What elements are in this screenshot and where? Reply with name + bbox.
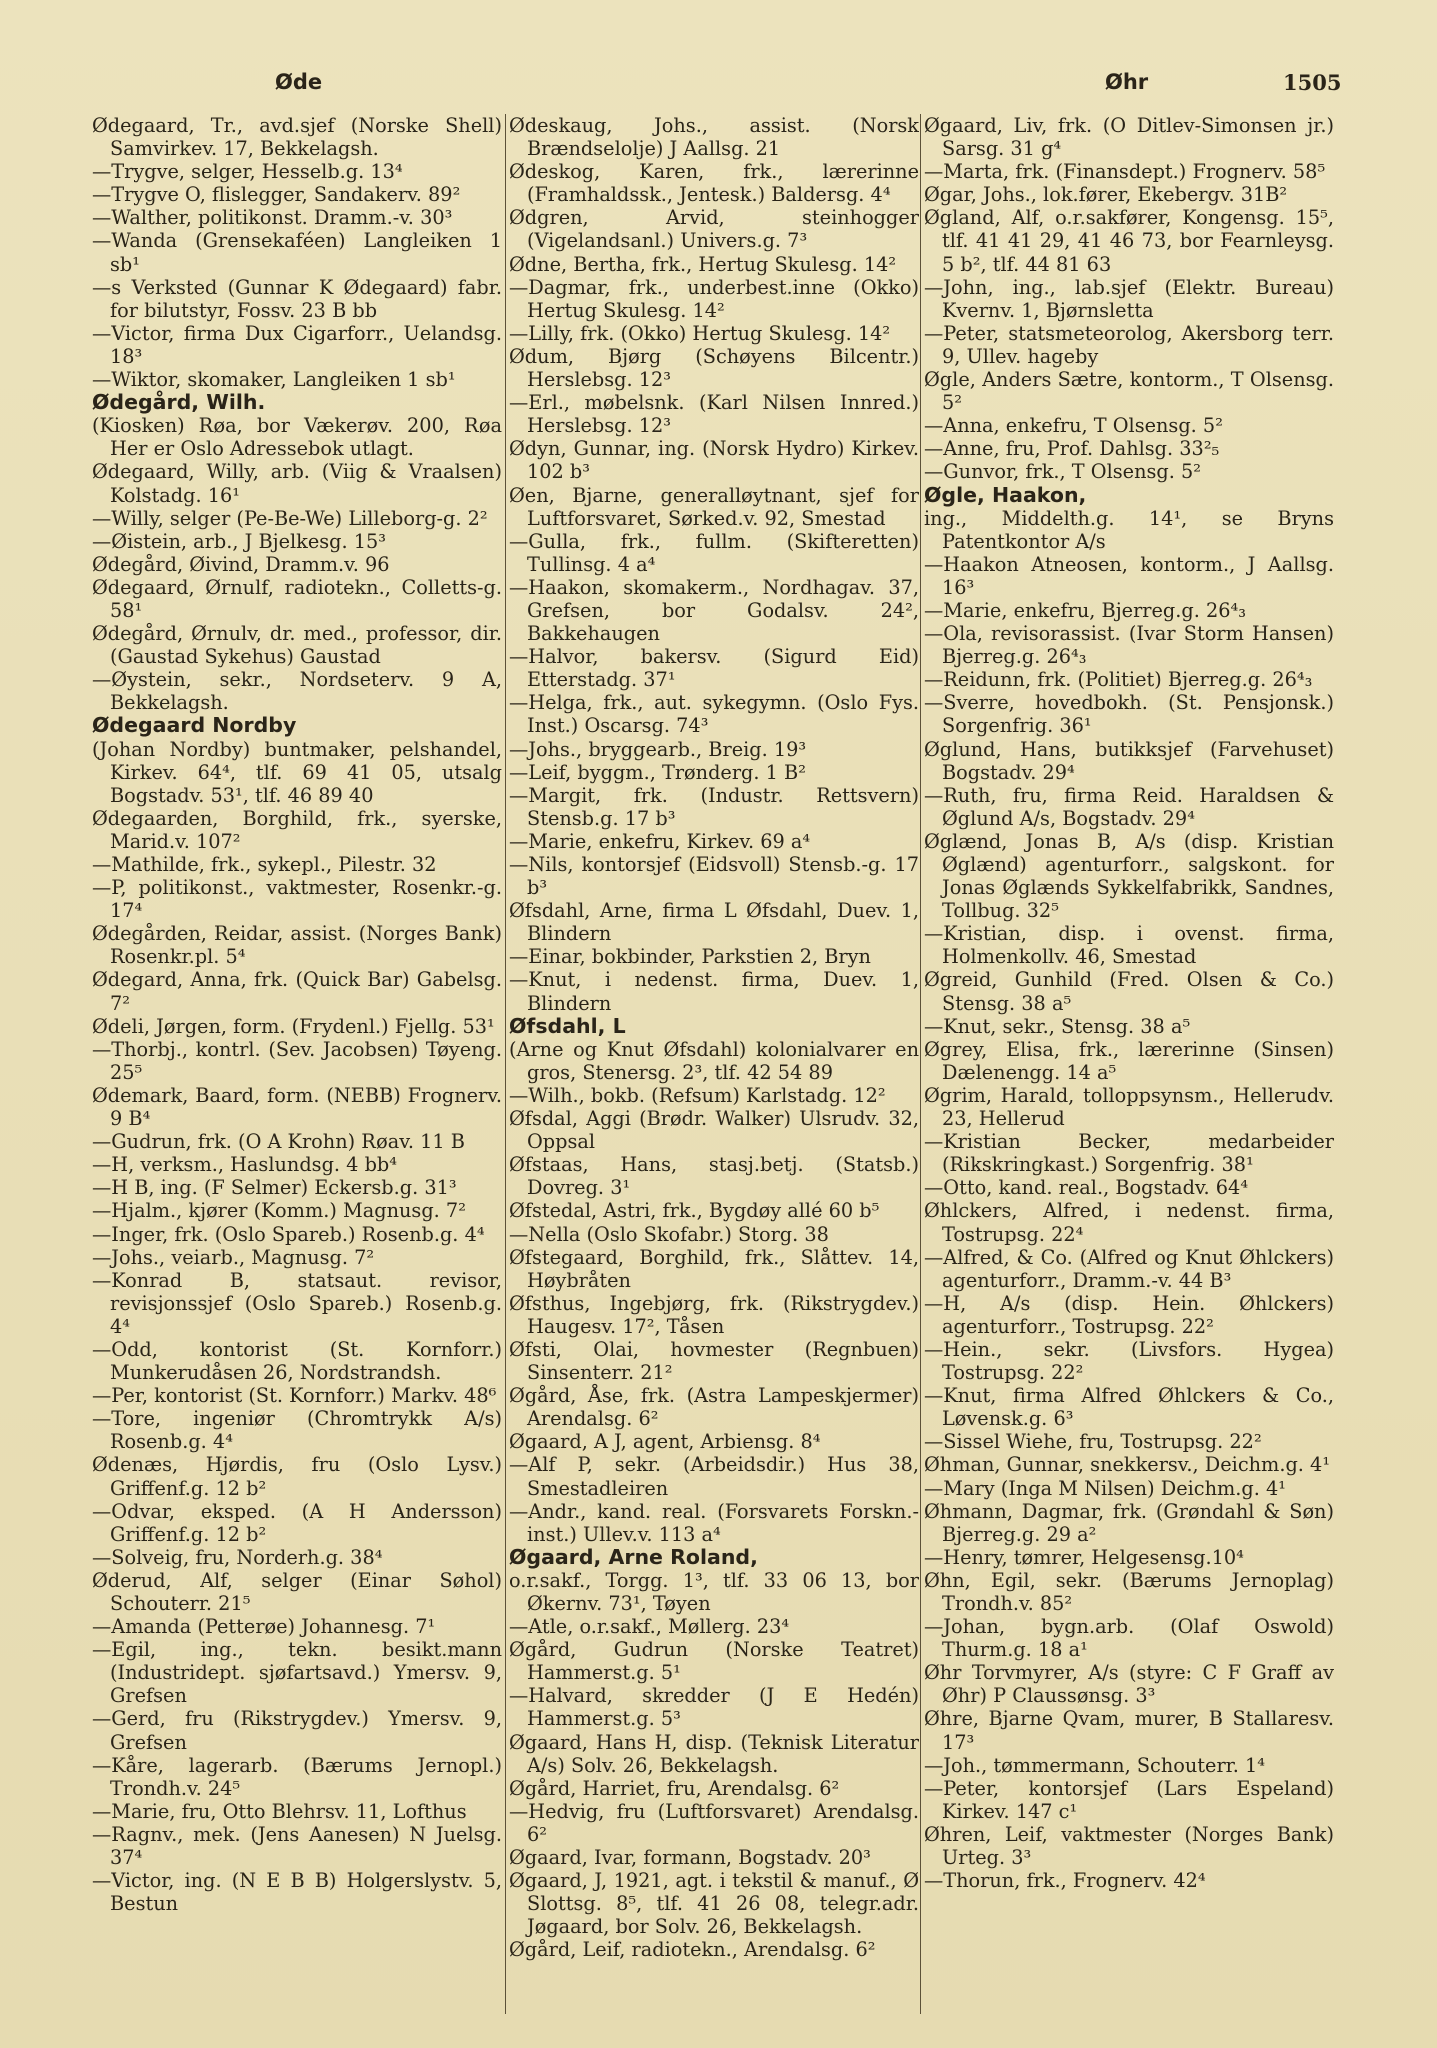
directory-entry: —Nils, kontorsjef (Eidsvoll) Stensb.-g. 17 b³ xyxy=(509,853,919,900)
directory-entry: —Hein., sekr. (Livsfors. Hygea) Tostrupsg. 22² xyxy=(924,1337,1334,1385)
column-divider xyxy=(505,114,506,2014)
directory-entry: —Alfred, & Co. (Alfred og Knut Øhlckers) agenturforr., Dramm.-v. 44 B³ xyxy=(924,1245,1334,1292)
directory-entry: —Konrad B, statsaut. revisor, revisjonssjef (Oslo Spareb.) Rosenb.g. 4⁴ xyxy=(92,1268,502,1338)
directory-entry: Øfsdal, Aggi (Brødr. Walker) Ulsrudv. 32, Oppsal xyxy=(509,1107,919,1154)
directory-entry: —Kåre, lagerarb. (Bærums Jernopl.) Trondh.v. 24⁵ xyxy=(92,1753,502,1800)
running-head-left: Øde xyxy=(275,70,323,94)
directory-entry: Ødegaard, Ørnulf, radiotekn., Colletts-g. 58¹ xyxy=(92,575,502,622)
column-divider xyxy=(920,114,921,2014)
directory-entry: —Victor, ing. (N E B B) Holgerslystv. 5, Bestun xyxy=(92,1869,502,1916)
directory-entry: Ødegard, Anna, frk. (Quick Bar) Gabelsg. 7² xyxy=(92,968,502,1015)
directory-entry: —Marta, frk. (Finansdept.) Frognerv. 58⁵ xyxy=(924,160,1326,184)
directory-entry: —Nella (Oslo Skofabr.) Storg. 38 xyxy=(509,1222,829,1246)
directory-entry: —Gulla, frk., fullm. (Skifteretten) Tullinsg. 4 a⁴ xyxy=(509,529,919,576)
directory-entry: —Solveig, fru, Norderh.g. 38⁴ xyxy=(92,1545,383,1569)
directory-entry: Ødegaard, Tr., avd.sjef (Norske Shell) Samvirkev. 17, Bekkelagsh. xyxy=(92,114,502,161)
directory-entry: —Marie, enkefru, Kirkev. 69 a⁴ xyxy=(509,829,811,853)
directory-entry: —Inger, frk. (Oslo Spareb.) Rosenb.g. 4⁴ xyxy=(92,1222,485,1246)
directory-entry: Øfstegaard, Borghild, frk., Slåttev. 14, Høybråten xyxy=(509,1245,919,1292)
directory-entry: o.r.sakf., Torgg. 1³, tlf. 33 06 13, bor Økernv. 73¹, Tøyen xyxy=(509,1568,919,1615)
directory-entry: —Thorbj., kontrl. (Sev. Jacobsen) Tøyeng. 25⁵ xyxy=(92,1037,502,1084)
directory-entry: (Kiosken) Røa, bor Vækerøv. 200, Røa Her er Oslo Adressebok utlagt. xyxy=(92,414,502,461)
directory-entry: Øgaard, A J, agent, Arbiensg. 8⁴ xyxy=(509,1430,821,1454)
page-number: 1505 xyxy=(1283,70,1342,95)
directory-entry: —John, ing., lab.sjef (Elektr. Bureau) Kvernv. 1, Bjørnsletta xyxy=(924,275,1334,322)
directory-entry: Ødum, Bjørg (Schøyens Bilcentr.) Herslebsg. 12³ xyxy=(509,344,919,392)
directory-entry: —Knut, sekr., Stensg. 38 a⁵ xyxy=(924,1014,1191,1038)
directory-entry: ing., Middelth.g. 14¹, se Bryns Patentkontor A/s xyxy=(924,506,1334,553)
directory-entry: —Odd, kontorist (St. Kornforr.) Munkerudåsen 26, Nordstrandsh. xyxy=(92,1337,502,1385)
directory-entry: —Johs., veiarb., Magnusg. 7² xyxy=(92,1245,375,1269)
directory-entry: —Peter, statsmeteorolog, Akersborg terr. 9, Ullev. hageby xyxy=(924,321,1334,368)
directory-entry: Øfsthus, Ingebjørg, frk. (Rikstrygdev.) Haugesv. 17², Tåsen xyxy=(509,1291,919,1338)
directory-entry: Øderud, Alf, selger (Einar Søhol) Schouterr. 21⁵ xyxy=(92,1568,502,1615)
directory-entry: —Einar, bokbinder, Parkstien 2, Bryn xyxy=(509,945,871,969)
directory-entry: Ødeskog, Karen, frk., lærerinne (Framhaldssk., Jentesk.) Baldersg. 4⁴ xyxy=(509,160,919,207)
directory-entry: Øgård, Leif, radiotekn., Arendalsg. 6² xyxy=(509,1938,876,1962)
directory-entry: —Wilh., bokb. (Refsum) Karlstadg. 12² xyxy=(509,1083,886,1107)
directory-entry: Øglund, Hans, butikksjef (Farvehuset) Bogstadv. 29⁴ xyxy=(924,737,1334,784)
directory-entry: —Alf P, sekr. (Arbeidsdir.) Hus 38, Smestadleiren xyxy=(509,1453,919,1500)
directory-entry: —Erl., møbelsnk. (Karl Nilsen Innred.) Herslebsg. 12³ xyxy=(509,391,919,438)
directory-entry: Ødeli, Jørgen, form. (Frydenl.) Fjellg. 53¹ xyxy=(92,1014,495,1038)
directory-entry: —Helga, frk., aut. sykegymn. (Oslo Fys. Inst.) Oscarsg. 74³ xyxy=(509,691,919,738)
directory-entry: —P, politikonst., vaktmester, Rosenkr.-g. 17⁴ xyxy=(92,876,502,923)
directory-entry: Ødemark, Baard, form. (NEBB) Frognerv. 9 B⁴ xyxy=(92,1083,502,1131)
directory-entry: —Reidunn, frk. (Politiet) Bjerreg.g. 26⁴₃ xyxy=(924,668,1313,692)
directory-entry: —Mary (Inga M Nilsen) Deichm.g. 4¹ xyxy=(924,1476,1286,1500)
running-head-right: Øhr xyxy=(1105,70,1149,94)
directory-entry: —Marie, enkefru, Bjerreg.g. 26⁴₃ xyxy=(924,598,1246,622)
directory-entry: —Thorun, frk., Frognerv. 42⁴ xyxy=(924,1869,1206,1893)
directory-entry: —Halvor, bakersv. (Sigurd Eid) Etterstadg. 37¹ xyxy=(509,645,919,692)
directory-entry: Ødegård, Wilh. xyxy=(92,390,266,415)
directory-entry: Øgaard, Hans H, disp. (Teknisk Literatur A/s) Solv. 26, Bekkelagsh. xyxy=(509,1730,919,1777)
directory-entry: Ødne, Bertha, frk., Hertug Skulesg. 14² xyxy=(509,252,897,276)
directory-entry: —Joh., tømmermann, Schouterr. 1⁴ xyxy=(924,1753,1266,1777)
directory-entry: Øgle, Haakon, xyxy=(924,482,1087,507)
directory-entry: Øhmann, Dagmar, frk. (Grøndahl & Søn) Bjerreg.g. 29 a² xyxy=(924,1499,1334,1546)
directory-entry: Øgård, Åse, frk. (Astra Lampeskjermer) Arendalsg. 6² xyxy=(509,1384,919,1431)
directory-entry: (Arne og Knut Øfsdahl) kolonialvarer en gros, Stenersg. 2³, tlf. 42 54 89 xyxy=(509,1037,919,1084)
directory-entry: Øhlckers, Alfred, i nedenst. firma, Tostrupsg. 22⁴ xyxy=(924,1199,1334,1246)
directory-entry: —Margit, frk. (Industr. Rettsvern) Stensb.g. 17 b³ xyxy=(509,783,919,830)
column-2 xyxy=(509,114,919,2034)
directory-entry: Øgrey, Elisa, frk., lærerinne (Sinsen) Dælenengg. 14 a⁵ xyxy=(924,1037,1334,1084)
directory-entry: —Haakon Atneosen, kontorm., J Aallsg. 16³ xyxy=(924,552,1334,599)
directory-entry: Ødenæs, Hjørdis, fru (Oslo Lysv.) Griffenf.g. 12 b² xyxy=(92,1453,502,1500)
directory-entry: —Egil, ing., tekn. besikt.mann (Industridept. sjøfartsavd.) Ymersv. 9, Grefsen xyxy=(92,1638,502,1708)
directory-entry: —Otto, kand. real., Bogstadv. 64⁴ xyxy=(924,1176,1249,1200)
directory-entry: —Kristian Becker, medarbeider (Rikskringkast.) Sorgenfrig. 38¹ xyxy=(924,1130,1334,1177)
directory-entry: —Wiktor, skomaker, Langleiken 1 sb¹ xyxy=(92,368,456,392)
directory-entry: Øhren, Leif, vaktmester (Norges Bank) Urteg. 3³ xyxy=(924,1822,1334,1870)
directory-entry: Øgle, Anders Sætre, kontorm., T Olsensg. 5² xyxy=(924,368,1334,415)
directory-entry: —Victor, firma Dux Cigarforr., Uelandsg. 18³ xyxy=(92,321,502,368)
directory-entry: —Johs., bryggearb., Breig. 19³ xyxy=(509,737,807,761)
directory-entry: Øgård, Harriet, fru, Arendalsg. 6² xyxy=(509,1776,840,1800)
directory-entry: —Halvard, skredder (J E Hedén) Hammerst.g. 5³ xyxy=(509,1684,919,1731)
directory-entry: Øfsdahl, L xyxy=(509,1013,626,1038)
directory-entry: Ødegård, Øivind, Dramm.v. 96 xyxy=(92,552,390,576)
directory-entry: (Johan Nordby) buntmaker, pelshandel, Kirkev. 64⁴, tlf. 69 41 05, utsalg Bogstadv. 53¹, tlf. 46 89 40 xyxy=(92,737,502,807)
directory-entry: —Andr., kand. real. (Forsvarets Forskn.-inst.) Ullev.v. 113 a⁴ xyxy=(509,1499,919,1546)
directory-entry: —s Verksted (Gunnar K Ødegaard) fabr. for bilutstyr, Fossv. 23 B bb xyxy=(92,275,502,322)
directory-entry: Øfstedal, Astri, frk., Bygdøy allé 60 b⁵ xyxy=(509,1199,880,1223)
directory-entry: Øfstaas, Hans, stasj.betj. (Statsb.) Dovreg. 3¹ xyxy=(509,1153,919,1200)
directory-entry: —Anna, enkefru, T Olsensg. 5² xyxy=(924,414,1223,438)
directory-entry: Ødegaard Nordby xyxy=(92,713,297,738)
directory-entry: Øen, Bjarne, generalløytnant, sjef for Luftforsvaret, Sørked.v. 92, Smestad xyxy=(509,483,919,530)
directory-entry: —Sverre, hovedbokh. (St. Pensjonsk.) Sorgenfrig. 36¹ xyxy=(924,691,1334,738)
directory-entry: Øgaard, Arne Roland, xyxy=(509,1544,758,1569)
directory-entry: Øgar, Johs., lok.fører, Ekebergv. 31B² xyxy=(924,183,1288,207)
directory-entry: Ødegård, Ørnulv, dr. med., professor, dir. (Gaustad Sykehus) Gaustad xyxy=(92,622,502,669)
directory-entry: Øglænd, Jonas B, A/s (disp. Kristian Øglænd) agenturforr., salgskont. for Jonas Øglænds Sykkelfabrikk, Sandnes, Tollbug. 32⁵ xyxy=(924,829,1334,923)
directory-entry: —Hjalm., kjører (Komm.) Magnusg. 7² xyxy=(92,1199,466,1223)
directory-entry: —Sissel Wiehe, fru, Tostrupsg. 22² xyxy=(924,1430,1262,1454)
directory-entry: Øfsti, Olai, hovmester (Regnbuen) Sinsenterr. 21² xyxy=(509,1337,919,1385)
directory-entry: Øhr Torvmyrer, A/s (styre: C F Graff av Øhr) P Claussønsg. 3³ xyxy=(924,1661,1334,1708)
directory-entry: —Haakon, skomakerm., Nordhagav. 37, Grefsen, bor Godalsv. 24², Bakkehaugen xyxy=(509,575,919,646)
directory-entry: Ødegaard, Willy, arb. (Viig & Vraalsen) Kolstadg. 16¹ xyxy=(92,460,502,507)
directory-entry: —Willy, selger (Pe-Be-We) Lilleborg-g. 2² xyxy=(92,506,488,530)
directory-entry: —Ruth, fru, firma Reid. Haraldsen & Øglund A/s, Bogstadv. 29⁴ xyxy=(924,783,1334,830)
directory-entry: Øhre, Bjarne Qvam, murer, B Stallaresv. 17³ xyxy=(924,1707,1334,1754)
directory-entry: Øhn, Egil, sekr. (Bærums Jernoplag) Trondh.v. 85² xyxy=(924,1568,1334,1615)
directory-entry: Ødgren, Arvid, steinhogger (Vigelandsanl.) Univers.g. 7³ xyxy=(509,206,919,253)
directory-entry: —Marie, fru, Otto Blehrsv. 11, Lofthus xyxy=(92,1799,467,1823)
directory-entry: Ødegaarden, Borghild, frk., syerske, Marid.v. 107² xyxy=(92,806,502,853)
directory-entry: —Wanda (Grensekaféen) Langleiken 1 sb¹ xyxy=(92,229,502,276)
directory-entry: —Leif, byggm., Trønderg. 1 B² xyxy=(509,760,806,784)
directory-entry: Øgård, Gudrun (Norske Teatret) Hammerst.g. 5¹ xyxy=(509,1638,919,1685)
directory-entry: Ødegården, Reidar, assist. (Norges Bank) Rosenkr.pl. 5⁴ xyxy=(92,922,502,969)
directory-entry: —H, verksm., Haslundsg. 4 bb⁴ xyxy=(92,1153,397,1177)
directory-entry: —Ola, revisorassist. (Ivar Storm Hansen) Bjerreg.g. 26⁴₃ xyxy=(924,622,1334,669)
directory-entry: —Trygve O, flislegger, Sandakerv. 89² xyxy=(92,183,461,207)
directory-entry: —Hedvig, fru (Luftforsvaret) Arendalsg. 6² xyxy=(509,1799,919,1846)
directory-entry: —Odvar, eksped. (A H Andersson) Griffenf.g. 12 b² xyxy=(92,1499,502,1546)
directory-entry: Øgland, Alf, o.r.sakfører, Kongensg. 15⁵, tlf. 41 41 29, 41 46 73, bor Fearnleysg. 5 b², tlf. 44 81 63 xyxy=(924,206,1334,276)
directory-entry: —Johan, bygn.arb. (Olaf Oswold) Thurm.g. 18 a¹ xyxy=(924,1615,1334,1662)
directory-entry: —Ragnv., mek. (Jens Aanesen) N Juelsg. 37⁴ xyxy=(92,1822,502,1870)
directory-entry: —Per, kontorist (St. Kornforr.) Markv. 48⁶ xyxy=(92,1384,497,1408)
directory-entry: —Gerd, fru (Rikstrygdev.) Ymersv. 9, Grefsen xyxy=(92,1707,502,1754)
column-1 xyxy=(92,114,502,2034)
directory-entry: Ødyn, Gunnar, ing. (Norsk Hydro) Kirkev. 102 b³ xyxy=(509,437,919,484)
directory-entry: —H B, ing. (F Selmer) Eckersb.g. 31³ xyxy=(92,1176,457,1200)
directory-entry: Øgaard, Liv, frk. (O Ditlev-Simonsen jr.) Sarsg. 31 g⁴ xyxy=(924,114,1334,161)
directory-entry: —Anne, fru, Prof. Dahlsg. 33²₅ xyxy=(924,437,1220,461)
directory-entry: —Øystein, sekr., Nordseterv. 9 A, Bekkelagsh. xyxy=(92,668,502,715)
directory-entry: Øgrim, Harald, tolloppsynsm., Hellerudv. 23, Hellerud xyxy=(924,1083,1334,1131)
directory-entry: Ødeskaug, Johs., assist. (Norsk Brændselolje) J Aallsg. 21 xyxy=(509,114,919,161)
directory-entry: —Øistein, arb., J Bjelkesg. 15³ xyxy=(92,529,387,553)
directory-entry: —Gudrun, frk. (O A Krohn) Røav. 11 B xyxy=(92,1130,465,1154)
directory-entry: —Trygve, selger, Hesselb.g. 13⁴ xyxy=(92,160,403,184)
directory-entry: Øgaard, J, 1921, agt. i tekstil & manuf., Ø Slottsg. 8⁵, tlf. 41 26 08, telegr.adr. Jøgaard, bor Solv. 26, Bekkelagsh. xyxy=(509,1869,919,1939)
directory-entry: —Lilly, frk. (Okko) Hertug Skulesg. 14² xyxy=(509,321,891,345)
directory-entry: —Knut, firma Alfred Øhlckers & Co., Løvensk.g. 6³ xyxy=(924,1384,1334,1431)
directory-entry: Øfsdahl, Arne, firma L Øfsdahl, Duev. 1, Blindern xyxy=(509,899,919,946)
directory-entry: —Mathilde, frk., sykepl., Pilestr. 32 xyxy=(92,853,437,876)
directory-entry: —Amanda (Petterøe) Johannesg. 7¹ xyxy=(92,1615,436,1639)
directory-entry: —Knut, i nedenst. firma, Duev. 1, Blindern xyxy=(509,968,919,1015)
directory-entry: Øgaard, Ivar, formann, Bogstadv. 20³ xyxy=(509,1846,871,1870)
directory-entry: —Gunvor, frk., T Olsensg. 5² xyxy=(924,460,1201,484)
directory-entry: —Walther, politikonst. Dramm.-v. 30³ xyxy=(92,206,453,230)
column-3 xyxy=(924,114,1334,2034)
directory-entry: —Henry, tømrer, Helgesensg.10⁴ xyxy=(924,1545,1244,1569)
directory-entry: —Kristian, disp. i ovenst. firma, Holmenkollv. 46, Smestad xyxy=(924,922,1334,969)
directory-entry: —Peter, kontorsjef (Lars Espeland) Kirkev. 147 c¹ xyxy=(924,1776,1334,1823)
directory-entry: —H, A/s (disp. Hein. Øhlckers) agenturforr., Tostrupsg. 22² xyxy=(924,1291,1334,1338)
directory-entry: —Dagmar, frk., underbest.inne (Okko) Hertug Skulesg. 14² xyxy=(509,275,919,322)
directory-entry: Øhman, Gunnar, snekkersv., Deichm.g. 4¹ xyxy=(924,1453,1331,1477)
directory-entry: —Atle, o.r.sakf., Møllerg. 23⁴ xyxy=(509,1615,790,1639)
directory-entry: —Tore, ingeniør (Chromtrykk A/s) Rosenb.g. 4⁴ xyxy=(92,1407,502,1454)
directory-entry: Øgreid, Gunhild (Fred. Olsen & Co.) Stensg. 38 a⁵ xyxy=(924,968,1334,1015)
